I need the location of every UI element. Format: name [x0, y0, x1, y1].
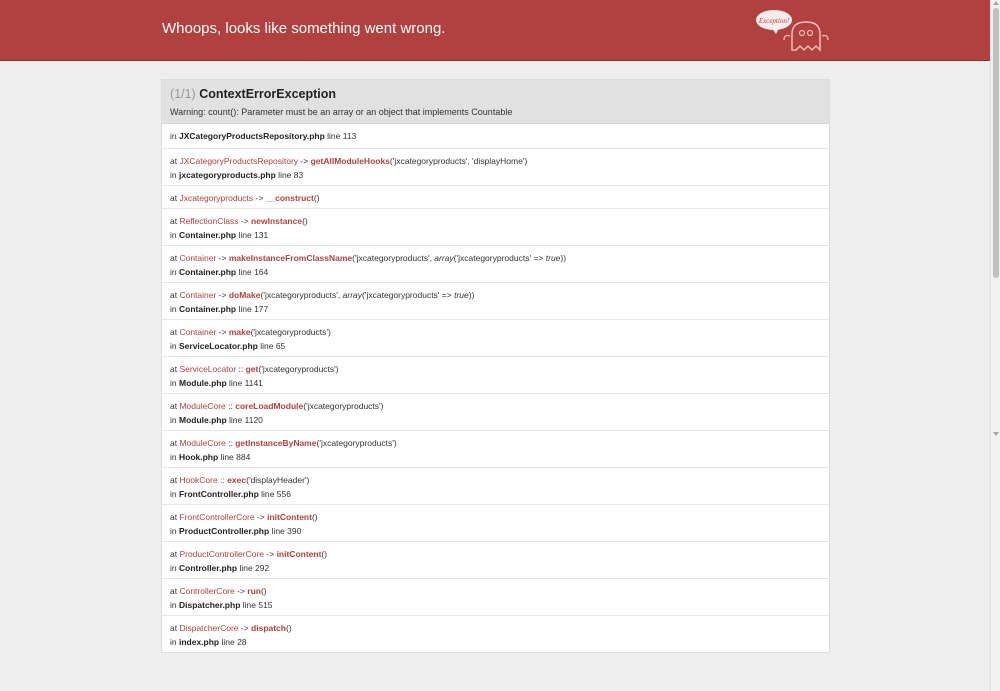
- trace-call-line: [170, 586, 821, 596]
- trace-call-line: [170, 549, 821, 559]
- trace-location-line: [170, 131, 821, 141]
- trace-file: Container.php: [178, 304, 237, 314]
- trace-line-number: line 28: [219, 637, 247, 647]
- exception-name: [170, 87, 336, 101]
- trace-line-number: line 884: [218, 452, 251, 462]
- trace-location-line: [170, 170, 821, 180]
- trace-in-label: in: [170, 378, 179, 388]
- trace-location-line: [170, 563, 821, 573]
- trace-separator: ->: [238, 623, 252, 633]
- trace-function: dispatch: [251, 623, 286, 633]
- trace-line-number: line 131: [236, 230, 269, 240]
- trace-call-line: [170, 364, 821, 374]
- trace-location-line: [170, 452, 821, 462]
- trace-row: [162, 393, 829, 430]
- trace-function: makeInstanceFromClassName: [228, 253, 353, 263]
- trace-separator: ->: [298, 156, 311, 166]
- scroll-down-arrow-icon[interactable]: [993, 432, 999, 436]
- trace-in-label: in: [170, 637, 179, 647]
- exception-summary: [162, 80, 829, 124]
- trace-args: ('jxcategoryproducts'): [250, 327, 331, 337]
- trace-row: [162, 245, 829, 282]
- trace-args: ('jxcategoryproducts', 'displayHome'): [389, 156, 528, 166]
- trace-file: FrontController.php: [178, 489, 259, 499]
- svg-text:Exception!: Exception!: [758, 17, 790, 25]
- trace-location-line: [170, 600, 821, 610]
- trace-at-label: at: [170, 290, 180, 300]
- trace-location-line: [170, 341, 821, 351]
- trace-args: ('displayHeader'): [246, 475, 310, 485]
- trace-in-label: in: [170, 267, 179, 277]
- trace-at-label: at: [170, 623, 180, 633]
- trace-in-label: in: [170, 489, 179, 499]
- trace-file: Dispatcher.php: [178, 600, 241, 610]
- trace-separator: ->: [216, 327, 229, 337]
- trace-call-line: [170, 193, 821, 203]
- trace-function: run: [247, 586, 261, 596]
- exception-count: (1/1): [170, 87, 196, 101]
- trace-at-label: at: [170, 156, 180, 166]
- trace-separator: ::: [236, 364, 246, 374]
- trace-call-line: [170, 401, 821, 411]
- trace-location-line: [170, 267, 821, 277]
- trace-in-label: in: [170, 452, 179, 462]
- trace-arg-keyword: array: [342, 290, 363, 300]
- trace-line-number: line 177: [236, 304, 269, 314]
- trace-row: [162, 504, 829, 541]
- trace-call-line: [170, 290, 821, 300]
- trace-args: ('jxcategoryproducts'): [303, 401, 384, 411]
- trace-function: newInstance: [251, 216, 303, 226]
- trace-row: [162, 467, 829, 504]
- trace-at-label: at: [170, 586, 180, 596]
- trace-file: ServiceLocator.php: [178, 341, 258, 351]
- trace-in-label: in: [170, 304, 179, 314]
- trace-row: [162, 541, 829, 578]
- trace-separator: ->: [216, 290, 229, 300]
- trace-file: jxcategoryproducts.php: [178, 170, 276, 180]
- trace-at-label: at: [170, 475, 180, 485]
- trace-function: initContent: [267, 512, 312, 522]
- trace-class: ControllerCore: [179, 586, 235, 596]
- trace-separator: ->: [264, 549, 277, 559]
- trace-in-label: in: [170, 131, 179, 141]
- stack-trace: [162, 124, 829, 652]
- trace-call-line: [170, 216, 821, 226]
- trace-call-line: [170, 327, 821, 337]
- vertical-scrollbar[interactable]: [990, 0, 1000, 691]
- trace-args: (): [286, 623, 292, 633]
- trace-line-number: line 65: [257, 341, 286, 351]
- trace-function: getAllModuleHooks: [310, 156, 390, 166]
- trace-at-label: at: [170, 401, 180, 411]
- trace-separator: ->: [253, 193, 266, 203]
- trace-at-label: at: [170, 253, 180, 263]
- trace-function: getInstanceByName: [235, 438, 317, 448]
- trace-file: JXCategoryProductsRepository.php: [178, 131, 325, 141]
- trace-at-label: at: [170, 549, 180, 559]
- trace-at-label: at: [170, 327, 180, 337]
- trace-line-number: line 292: [237, 563, 270, 573]
- trace-in-label: in: [170, 526, 179, 536]
- trace-line-number: line 113: [324, 131, 357, 141]
- trace-args: (): [260, 586, 267, 596]
- trace-row: [162, 430, 829, 467]
- trace-in-label: in: [170, 563, 179, 573]
- trace-row: [162, 356, 829, 393]
- trace-line-number: line 556: [258, 489, 291, 499]
- trace-location-line: [170, 637, 821, 647]
- trace-class: Container: [179, 290, 217, 300]
- trace-row: [162, 185, 829, 208]
- trace-args: (): [313, 193, 320, 203]
- trace-location-line: [170, 489, 821, 499]
- trace-function: make: [228, 327, 251, 337]
- trace-class: Container: [179, 253, 217, 263]
- trace-args: ('jxcategoryproducts'): [316, 438, 397, 448]
- exception-panel: [161, 79, 830, 653]
- trace-function: doMake: [228, 290, 261, 300]
- trace-separator: ->: [254, 512, 268, 522]
- trace-args: ('jxcategoryproducts', array('jxcategoryproducts' => true)): [260, 290, 475, 300]
- trace-class: ReflectionClass: [179, 216, 239, 226]
- trace-class: ProductControllerCore: [179, 549, 265, 559]
- trace-separator: ::: [225, 401, 236, 411]
- trace-location-line: [170, 230, 821, 240]
- trace-function: initContent: [276, 549, 322, 559]
- trace-separator: ::: [225, 438, 236, 448]
- exception-ghost-logo: [752, 6, 832, 56]
- trace-location-line: [170, 378, 821, 388]
- trace-call-line: [170, 475, 821, 485]
- trace-file: Container.php: [178, 230, 237, 240]
- trace-file: Container.php: [178, 267, 237, 277]
- trace-function: coreLoadModule: [235, 401, 304, 411]
- trace-file: Hook.php: [178, 452, 219, 462]
- trace-file: Module.php: [178, 415, 227, 425]
- trace-separator: ->: [216, 253, 229, 263]
- trace-in-label: in: [170, 600, 179, 610]
- trace-row: [162, 319, 829, 356]
- trace-arg-keyword: true: [545, 253, 561, 263]
- trace-file: ProductController.php: [178, 526, 270, 536]
- trace-location-line: [170, 304, 821, 314]
- trace-line-number: line 83: [275, 170, 304, 180]
- trace-separator: ->: [238, 216, 252, 226]
- trace-location-line: [170, 526, 821, 536]
- trace-line-number: line 390: [269, 526, 302, 536]
- trace-call-line: [170, 438, 821, 448]
- trace-class: ModuleCore: [179, 438, 226, 448]
- trace-row: [162, 208, 829, 245]
- trace-class: HookCore: [179, 475, 218, 485]
- trace-row: [162, 148, 829, 185]
- trace-line-number: line 164: [236, 267, 269, 277]
- trace-line-number: line 515: [240, 600, 273, 610]
- trace-row: [162, 578, 829, 615]
- trace-arg-keyword: array: [434, 253, 454, 263]
- trace-in-label: in: [170, 230, 179, 240]
- trace-class: DispatcherCore: [179, 623, 239, 633]
- trace-call-line: [170, 623, 821, 633]
- trace-class: JXCategoryProductsRepository: [179, 156, 299, 166]
- trace-function: __construct: [265, 193, 314, 203]
- scrollbar-thumb[interactable]: [993, 8, 999, 278]
- trace-line-number: line 1141: [226, 378, 263, 388]
- trace-class: ModuleCore: [179, 401, 226, 411]
- exception-class: ContextErrorException: [199, 87, 337, 101]
- trace-location-line: [170, 415, 821, 425]
- trace-at-label: at: [170, 193, 180, 203]
- trace-class: Jxcategoryproducts: [179, 193, 254, 203]
- trace-file: Module.php: [178, 378, 227, 388]
- trace-function: exec: [227, 475, 247, 485]
- trace-args: ('jxcategoryproducts', array('jxcategoryproducts' => true)): [352, 253, 567, 263]
- trace-class: ServiceLocator: [179, 364, 237, 374]
- trace-function: get: [245, 364, 259, 374]
- trace-arg-keyword: true: [454, 290, 469, 300]
- trace-row: [162, 282, 829, 319]
- trace-at-label: at: [170, 512, 180, 522]
- trace-call-line: [170, 156, 821, 166]
- trace-at-label: at: [170, 364, 180, 374]
- trace-class: Container: [179, 327, 217, 337]
- trace-in-label: in: [170, 170, 179, 180]
- trace-args: (): [311, 512, 318, 522]
- error-header: [0, 0, 990, 61]
- trace-at-label: at: [170, 216, 180, 226]
- trace-separator: ->: [234, 586, 248, 596]
- trace-class: FrontControllerCore: [179, 512, 255, 522]
- trace-call-line: [170, 253, 821, 263]
- scroll-up-arrow-icon[interactable]: [993, 1, 999, 5]
- trace-file: index.php: [178, 637, 220, 647]
- trace-call-line: [170, 512, 821, 522]
- trace-args: (): [321, 549, 328, 559]
- trace-separator: ::: [217, 475, 228, 485]
- trace-file: Controller.php: [178, 563, 238, 573]
- trace-in-label: in: [170, 415, 179, 425]
- trace-args: (): [302, 216, 308, 226]
- trace-at-label: at: [170, 438, 180, 448]
- trace-line-number: line 1120: [226, 415, 263, 425]
- error-title: Whoops, looks like something went wrong.: [162, 20, 446, 37]
- trace-in-label: in: [170, 341, 179, 351]
- trace-args: ('jxcategoryproducts'): [258, 364, 339, 374]
- trace-row: [162, 124, 829, 148]
- trace-row: [162, 615, 829, 652]
- exception-message: Warning: count(): Parameter must be an array or an object that implements Countable: [170, 107, 513, 117]
